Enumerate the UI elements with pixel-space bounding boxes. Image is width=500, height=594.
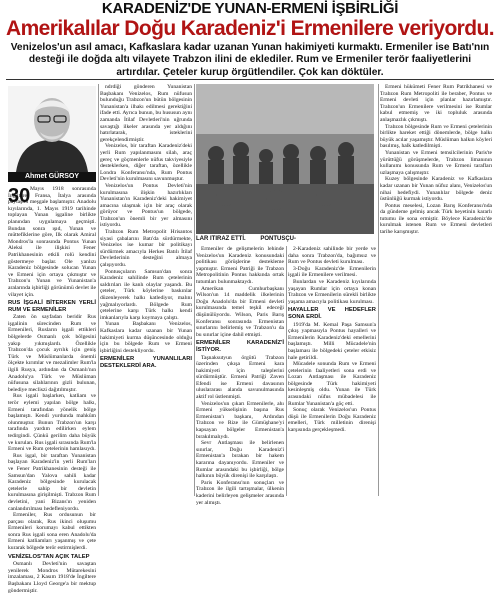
deck: Venizelos'un asıl amacı, Kafkaslara kadar uzanan Yunan hakimiyeti kurmaktı. Ermeniler ise Batı'nın desteği ile doğda altı vilayete Trabzon ilini de eklediler. Rum ve Ermeniler terör faaliyetlerini artırdılar. Çeteler kurup örgütlendiler. Çok kan döktüler. <box>10 42 490 78</box>
paragraph: Taşnaksutyun örgütü Trabzon üzerinden çıkışa Ermeni kara hakimiyeti için taleplerini sürdürmüştür. Ermeni Patriği Zaven Efendi ise Ermeni davasının uluslararası alanda savunulmasında aktif rol üstlenmişti. <box>196 354 284 401</box>
column-3 <box>196 246 284 506</box>
column-1 <box>8 186 96 594</box>
paragraph: Rus işgal, bir taraftan Yunanistan başlayan Karadeniz'in yerli Rum'ları ve Fener Patrikhanesinin desteği ile Samsun'dan Yalova sahili kadar Karadeniz bölgesinde kurulacak çetelerle sahip bir devletin kurulmasına girişilmişti. Trabzon Rum devletini, yani Bizans'ın yeniden canlandırılması hedefleniyordu. <box>8 452 96 512</box>
paragraph: Venizelos'un çıkarı Ermenilerle, ahı Ermeni yükselişinin başına Rus Ermenistan'ı başkanı, Ardından Trabzon ve Rize ile Gümüşhane'yi kapsayan bölgeler Ermenistan'a bırakılmalıydı. <box>196 400 284 440</box>
column-divider <box>286 246 287 496</box>
column-divider <box>378 84 379 496</box>
paragraph: Venizelos, bir taraftan Karadeniz'deki yerli Rum yapılanmasını silah, araç gereç ve göçmenlerle nüfus takviyesiyle desteklerken, diğer taraftan, özellikle Londra Konferansı'nda, Rum Pontus Devleti'nin kurulmasını savunmuştur. <box>100 143 192 183</box>
drop-cap-day: 30 <box>8 185 31 207</box>
author-photo <box>8 86 96 172</box>
paragraph: 3-Doğu Karadeniz'de Ermenilerin işgali ile Ermenilere verilmesi. <box>288 265 376 279</box>
photo-caption-2: PONTUSÇU- <box>260 236 296 242</box>
paragraph: Osmanlı Devleti'nin savaştan yenilerek Mondros Mütarekesini imzalaması, 2 Kasım 1918'de İngiltere Başbakanı Lloyd George'a bir mektup göndermiştir. <box>8 561 96 594</box>
subheading: VENİZELOS'TAN AÇIK TALEP <box>8 553 90 560</box>
article-photo <box>196 84 374 234</box>
paragraph: Ermeni hükümeti Fener Rum Patrikhanesi ve Trabzon Rum Metropoliti ile beraber, Pontus ve Ermeni devleti için planlar hazırlamıştır. Trabzon'un Ermenilere verilmesini ise Rumlar kabul etmemiş ve iki topluluk arasında anlaşmazlık çıkmıştı. <box>380 84 492 123</box>
photo-caption: LAR ITIRAZ ETTİ. <box>196 236 246 242</box>
paragraph: Sonuç olarak Venizelos'un Pontus düşü ile Ermenilerin Doğu Karadeniz emelleri, Türk milletinin direnişi karşısında gerçekleşmedi. <box>288 407 376 434</box>
paragraph: Yunan Başbakanı Venizelos, Kafkaslara kadar uzanan bir Yunan hakimiyeti kurma düşüncesinde olduğu için bu bölgede Rum ve Ermeni işbirliğini destekliyordu. <box>100 321 192 354</box>
subheading: ERMENİLER KARADENİZ'İ İSTİYOR. <box>196 340 284 353</box>
subheading: RUS İŞGALİ BİTERKEN YERLİ RUM VE ERMENİLER <box>8 300 96 313</box>
paragraph: Paris Konferansı'nın sonuçları ve Trabzon ile ilgili tartışmalar, ülkenin kaderini belirleyen gelişmeler arasında yer almıştı. <box>196 479 284 506</box>
paragraph: 1919'da M. Kemal Paşa Samsun'a çıkış yapmasıyla Pontus hayalleri ve Ermenilerin Karadeniz'deki emellerini başlamıştı. Milli Mücadele'nin başlaması ile bölgedeki çeteler etkisiz hale getirildi. <box>288 321 376 361</box>
column-4 <box>288 246 376 496</box>
column-divider <box>194 84 195 496</box>
paragraph: ndrdiği gönderen Yunanistan Başbakanı Venizelos, Rum nüfusun bulunduğu Trabzon'un bütün bölgesinin Yunanistan'a ilhakı edilmesi gerektiğini ifade etti. Ayrıca bunun, bu hususun aynı zamanda İtilaf Devletleri'nin uğrunda savaştığı ilkeler arasında yer aldığını hatırlatarak, isteklerini gerekçelendirmiştir. <box>100 84 192 143</box>
paragraph: Zaten ön sayfadan beridir Rus işgalinin sürecinden Rum ve Ermenileri, Rusların işgali ettikleri bölgelerde Osmanlı çok bölgesini yakıp yıkmışlardı. Özellikle Trabzon'da çocuk ayrılık için geniş Türk ve Müslümanlarda önemli ölçekte kırımlar ve mezalimler Rum'la ilgili Rusya, ardından da Osmanlı'nın Anadolu'ya Türk ve Müslüman nüfusuna silahlarının gizli bulunan, belediye mecliszi dağıtılmıştır. <box>8 314 96 393</box>
crowd-photo-icon <box>196 84 374 234</box>
author-portrait-icon <box>8 86 96 172</box>
header-rule <box>6 79 494 80</box>
subheading: ERMENİLER YUNANLILARI DESTEKLERDİ ARA. <box>100 356 192 369</box>
paragraph: 2-Karadeniz sahilinde bir yerde ve daha sonra Trabzon'da, bağımsız ve Rum ve Pontus devleti kurulması. <box>288 246 376 266</box>
headline: Amerikalılar Doğu Karadeniz'i Ermenilere veriyordu. <box>6 17 494 40</box>
paragraph: Mayıs 1918 sonrasında İngiltere, Fransa, İtalya arasında paylaşım meşgale başlamıştır. Anadolu kıyılarında, 1. Mayıs 1919 tarihinde toplayan Yunan işgaline birlikte planından uygulamaya geçmişti. Bundan sonra ışıd, Yunan ve müttefiklerine göre, Ilk olarak Amiral Mondros'la sonrasında Pontus Yunan Aleksi ile ilişkisi Fener Patrikhanesinin etkili rolü kendini göstermeye başlar. Ole yanlızı Karadeniz bölgesinde solucan Yunan ve Ermeni için ortaya çıkmıştır ve Trabzon'u Yunan ve Yunanistan'a aralarında işbirliği görünümü devlet ile vilayet için. <box>8 186 96 298</box>
paragraph: Ermeniler de gelişmelerin lehinde Venizelos'un Karadeniz konusundaki politikası görüşlerine destekleme yapmıştır. Ermeni Patriği ile Trabzon Metropolitinin Pontus hakkında ortak tutumları bulunmaktaydı. <box>196 246 284 285</box>
paragraph: Rus işgali başlarken, katliam ve terör eylemi yapılan bölge halkı, Ermeni tarafından yönelik bölge başlamıştı. Kendi yurdunda mahkûm olunmuştur. Bunun Trabzon'un karşı tarafında yardım edilirken eylem tedirgindi. Çünkü gerilim daha büyük ve kurulan. Rus işgali sırasında Rum'la Ermeni ve Rum çetelerinin hamlasıydı. <box>8 393 96 453</box>
author-name: Ahmet GÜRSOY <box>8 172 96 182</box>
paragraph: Kuzey bölgesinde Karadeniz ve Kafkaslara kadar uzanan bir Yunan nüfuz alanı, Venizelos'un nihai hedefiydi. Yunanlılar bölgede deniz üstünlüğü kurmak istiyordu. <box>380 176 492 203</box>
paragraph: Sevr Antlaşması ile belirlenen sınırlar, Doğu Karadeniz'i Ermenistan'a bırakan bir hakem kararına dayanıyordu. Ermeniler ve Rumlar arasındaki bu işbirliği, bölge halkının büyük direnişi ile karşılaştı. <box>196 440 284 480</box>
paragraph: Bunlardan ve Karadeniz kıyılarında yaşayan Rumlar için ortaya konan Trabzon ve Ermenilerin sürekli birlikte yaşama amacıyla politikası kurulması. <box>288 278 376 305</box>
column-2 <box>100 84 192 496</box>
column-divider <box>98 84 99 496</box>
paragraph: Ermeniler, Rus ordusunun bir parçası olarak, Rus ikinci oluşumu Ermenileri korumayı kabul ettikten sonra Rus işgali sona eren Anadolu'da Ermeni katliamları yaşanmış ve çete kurarak bölgede terör estirmişlerdi. <box>8 512 96 552</box>
column-5 <box>380 84 492 496</box>
paragraph: Yunanistan ve Ermeni temsilcilerinin Paris'te yürüttüğü görüşmelerde, Trabzon limanının kullanımı konusunda Rum ve Ermeni tarafları uzlaşmaya çalışmıştır. <box>380 149 492 176</box>
paragraph: Pontus meselesi, Lozan Barış Konferansı'nda da gündeme gelmiş ancak Türk heyetinin kararlı tutumu ile sona ermiştir. Böylece Karadeniz'de kurulmak istenen Rum ve Ermeni devletleri tarihe karışmıştır. <box>380 202 492 236</box>
paragraph: Pontusçuların Samsun'dan sonra Karadeniz sahilinde Rum çetelerinin saldırıları ile kanlı olaylar yaşandı. Bu çeteler, Türk köylerine baskınlar düzenleyerek halkı katlediyor, malını yağmalıyorlardı. Bölgede Rum çetelerine karşı Türk halkı kendi imkanlarıyla karşı koymaya çalıştı. <box>100 268 192 321</box>
paragraph: Venizelos'un Pontus Devleti'nin kurulmasına ilişkin hazırlıkları Yunanistan'ın Karadeniz'deki hakimiyet amacına ulaşmak için bir araç olarak görüyor ve Pontus'un bölgede, Trabzon'un önemli bir yer almasını istiyordu. <box>100 182 192 229</box>
kicker: KARADENİZ'DE YUNAN-ERMENİ İŞBİRLİĞİ <box>101 0 399 17</box>
paragraph: Trabzon Rum Metropolit Hrisantos siyasi çabalarını Batı'da sürdürmekte, Venizelos ise kumar bir politikayı sürdürmek amacıyla Herkes Batılı İtilaf Devletlerinin desteğini almaya çalışıyordu. <box>100 229 192 269</box>
paragraph: Trabzon bölgesinde Rum ve Ermeni çetelerinin birlikte hareket ettiği dönemlerde, bölge halkı büyük acılar yaşamıştır. Müslüman halkın köyleri basılmış, halk katledilmişti. <box>380 123 492 150</box>
paragraph: Amerikan Cumhurbaşkanı Wilson'un 14 maddelik ilkelerinin Doğu Anadolu'da bir Ermeni devleti kurulmasında temel teşkil edeceği düşünülüyordu. Wilson, Paris Barış Konferansı sonrasında Ermenistan sınırlarını belirlemiş ve Trabzon'u da bu sınırlar içine dahil etmişti. <box>196 285 284 338</box>
paragraph: Mücadele sonunda Rum ve Ermeni çetelerinin faaliyetleri sona erdi ve Lozan Antlaşması ile Karadeniz bölgesinde Türk hakimiyeti kesinleşmiş oldu. Yunan ile Türk arasındaki nüfus mübadelesi ile Rumlar Yunanistan'a göç etti. <box>288 361 376 407</box>
subheading: HAYALLER VE HEDEFLER SONA ERDİ. <box>288 307 376 320</box>
